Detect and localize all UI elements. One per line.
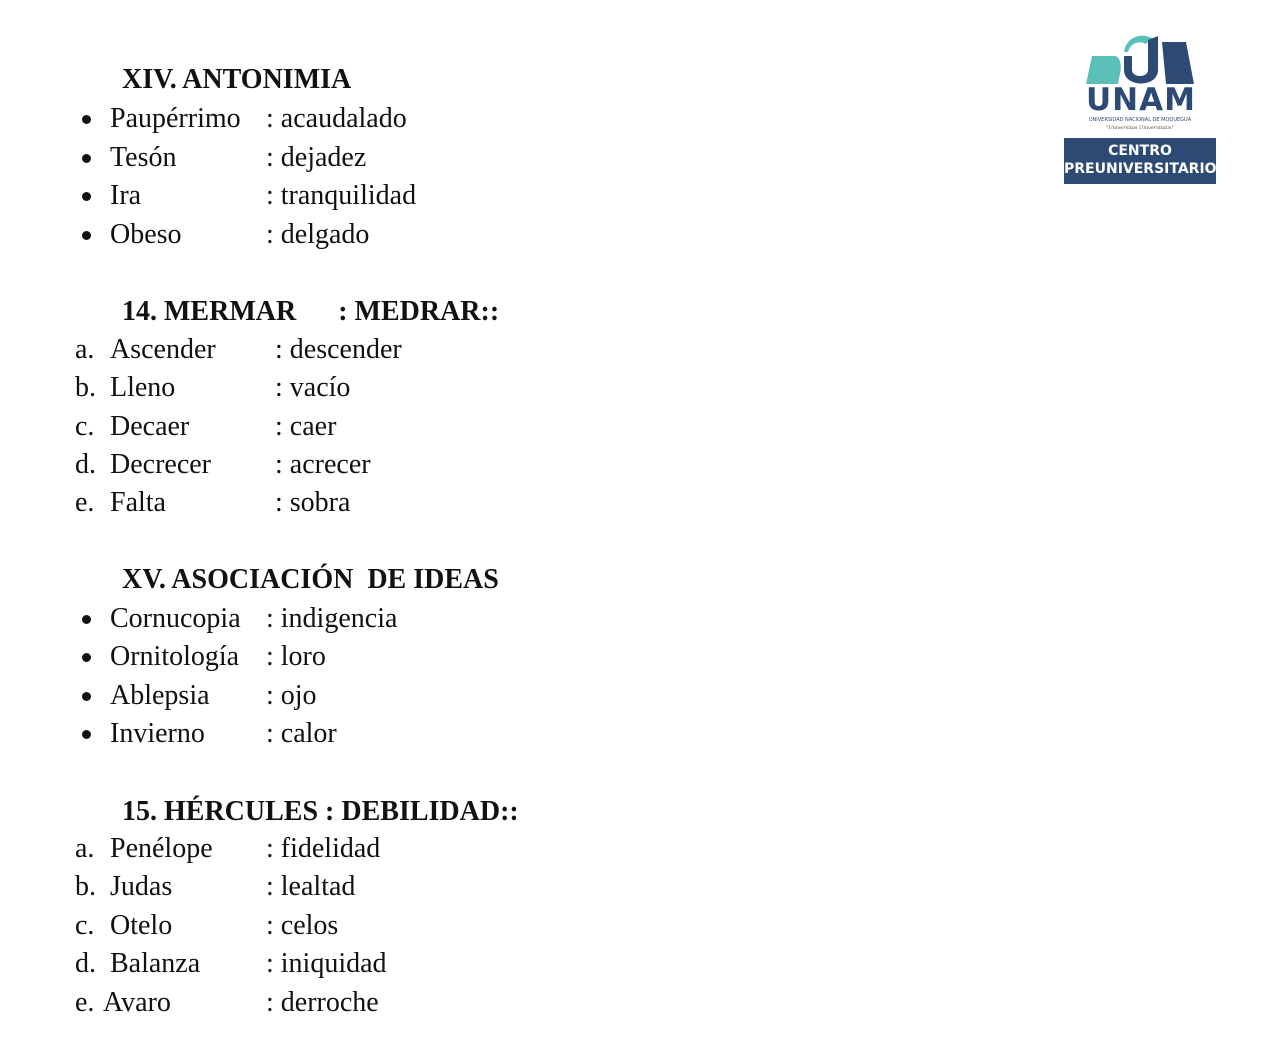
item-term: Decrecer <box>110 449 212 480</box>
option-label: b. <box>75 372 96 403</box>
option-label: c. <box>75 910 95 941</box>
option-label: a. <box>75 334 95 365</box>
bullet-icon <box>82 231 91 240</box>
logo-motto: "Universitas Universitatis" <box>1106 125 1174 131</box>
option-label: d. <box>75 449 96 480</box>
option-label: e. <box>75 987 95 1018</box>
bullet-icon <box>82 653 91 662</box>
item-term: Balanza <box>110 948 201 979</box>
item-term: Paupérrimo <box>110 103 241 134</box>
item-term: Ornitología <box>110 641 240 672</box>
item-term: Otelo <box>110 910 173 941</box>
option-label: d. <box>75 948 96 979</box>
item-term: Avaro <box>103 987 171 1018</box>
item-term: Invierno <box>110 718 205 749</box>
section-heading-asociacion: XV. ASOCIACIÓN DE IDEAS <box>122 564 499 595</box>
item-term: Ascender <box>110 334 216 365</box>
bullet-icon <box>82 154 91 163</box>
logo-band-line1: CENTRO <box>1108 143 1172 159</box>
item-pair: : sobra <box>275 487 351 518</box>
unam-emblem-icon <box>1062 30 1218 86</box>
bullet-icon <box>82 615 91 624</box>
section-heading-antonimia: XIV. ANTONIMIA <box>122 64 352 95</box>
item-pair: : acrecer <box>275 449 371 480</box>
option-label: c. <box>75 411 95 442</box>
question-heading-15: 15. HÉRCULES : DEBILIDAD:: <box>122 796 519 827</box>
logo-wordmark: UNAM <box>1086 82 1196 118</box>
item-term: Obeso <box>110 219 182 250</box>
bullet-icon <box>82 692 91 701</box>
logo-band-line2: PREUNIVERSITARIO <box>1064 161 1217 177</box>
item-term: Falta <box>110 487 166 518</box>
item-term: Tesón <box>110 142 177 173</box>
bullet-icon <box>82 192 91 201</box>
item-pair: : vacío <box>275 372 351 403</box>
item-term: Judas <box>110 871 173 902</box>
option-label: a. <box>75 833 95 864</box>
unam-logo <box>1062 30 1218 186</box>
item-pair: : fidelidad <box>266 833 381 864</box>
bullet-icon <box>82 115 91 124</box>
question-heading-14: 14. MERMAR : MEDRAR:: <box>122 296 500 327</box>
item-pair: : celos <box>266 910 339 941</box>
item-pair: : dejadez <box>266 142 367 173</box>
item-term: Lleno <box>110 372 176 403</box>
item-term: Cornucopia <box>110 603 241 634</box>
item-term: Ablepsia <box>110 680 210 711</box>
item-pair: : calor <box>266 718 337 749</box>
bullet-icon <box>82 730 91 739</box>
item-pair: : tranquilidad <box>266 180 417 211</box>
item-pair: : loro <box>266 641 326 672</box>
item-pair: : iniquidad <box>266 948 387 979</box>
option-label: e. <box>75 487 95 518</box>
logo-band <box>1064 138 1216 184</box>
item-pair: : indigencia <box>266 603 398 634</box>
item-pair: : lealtad <box>266 871 356 902</box>
item-term: Penélope <box>110 833 213 864</box>
option-label: b. <box>75 871 96 902</box>
item-pair: : ojo <box>266 680 317 711</box>
item-pair: : caer <box>275 411 337 442</box>
item-term: Decaer <box>110 411 190 442</box>
logo-subtitle: UNIVERSIDAD NACIONAL DE MOQUEGUA <box>1088 117 1192 123</box>
item-pair: : delgado <box>266 219 370 250</box>
item-pair: : acaudalado <box>266 103 407 134</box>
item-pair: : descender <box>275 334 402 365</box>
item-pair: : derroche <box>266 987 379 1018</box>
item-term: Ira <box>110 180 142 211</box>
